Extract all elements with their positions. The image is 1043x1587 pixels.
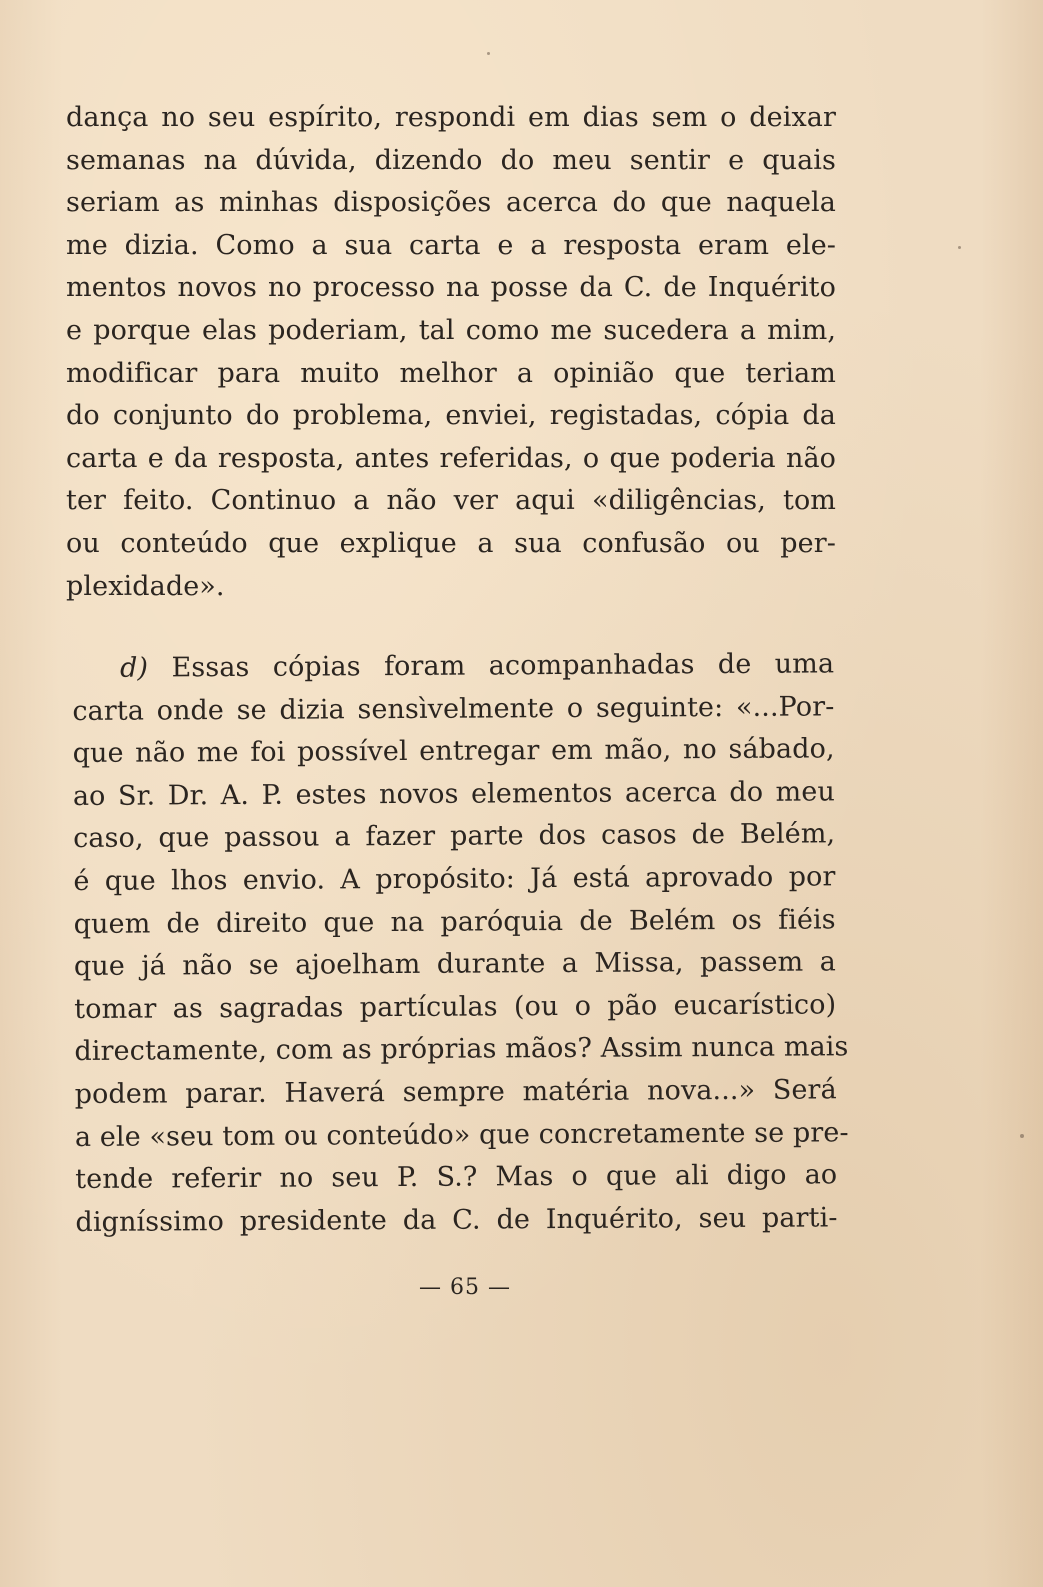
- text-line: semanas na dúvida, dizendo do meu sentir e quais: [66, 144, 836, 176]
- paper-speck: [487, 52, 490, 55]
- page-number: — 65 —: [419, 1275, 511, 1300]
- text-line: carta onde se dizia sensìvelmente o seguinte: «...Por-: [72, 690, 835, 727]
- text-line: seriam as minhas disposições acerca do que naquela: [66, 187, 836, 219]
- text-line: podem parar. Haverá sempre matéria nova...» Será: [74, 1074, 837, 1110]
- list-marker: d): [120, 652, 149, 684]
- text-line: ou conteúdo que explique a sua confusão ou per-: [66, 527, 836, 559]
- text-line: é que lhos envio. A propósito: Já está aprovado por: [73, 861, 836, 897]
- text-line: e porque elas poderiam, tal como me sucedera a mim,: [66, 314, 836, 346]
- text-line: que já não se ajoelham durante a Missa, passem a: [73, 946, 837, 983]
- paper-speck: [958, 246, 961, 249]
- text-line: tende referir no seu P. S.? Mas o que ali digo ao: [75, 1159, 838, 1196]
- text-line: carta e da resposta, antes referidas, o que poderia não: [66, 442, 836, 474]
- paper-speck: [1020, 1134, 1024, 1138]
- text-line: que não me foi possível entregar em mão, no sábado,: [72, 733, 835, 770]
- text-line: Essas cópias foram acompanhadas de uma: [171, 648, 835, 684]
- text-line: directamente, com as próprias mãos? Assim nunca mais: [74, 1031, 849, 1068]
- text-line: quem de direito que na paróquia de Belém os fiéis: [73, 903, 836, 940]
- paragraph-1: [66, 97, 836, 608]
- paragraph-2: [72, 643, 849, 1244]
- text-line: tomar as sagradas partículas (ou o pão eucarístico): [74, 989, 837, 1025]
- text-line: ao Sr. Dr. A. P. estes novos elementos acerca do meu: [72, 776, 835, 812]
- text-line: dança no seu espírito, respondi em dias sem o deixar: [66, 102, 836, 133]
- text-line: do conjunto do problema, enviei, registadas, cópia da: [66, 400, 836, 432]
- text-line: caso, que passou a fazer parte dos casos de Belém,: [73, 818, 836, 855]
- text-line: a ele «seu tom ou conteúdo» que concretamente se pre-: [74, 1116, 849, 1153]
- text-line: me dizia. Como a sua carta e a resposta eram ele-: [66, 229, 836, 261]
- text-line: digníssimo presidente da C. de Inquérito, seu parti-: [75, 1202, 838, 1238]
- text-line: mentos novos no processo na posse da C. de Inquérito: [66, 272, 836, 304]
- text-line: modificar para muito melhor a opinião que teriam: [66, 357, 836, 389]
- paragraph-first-line: [72, 643, 834, 690]
- text-line: ter feito. Continuo a não ver aqui «diligências, tom: [66, 485, 836, 517]
- text-line: plexidade».: [66, 570, 225, 602]
